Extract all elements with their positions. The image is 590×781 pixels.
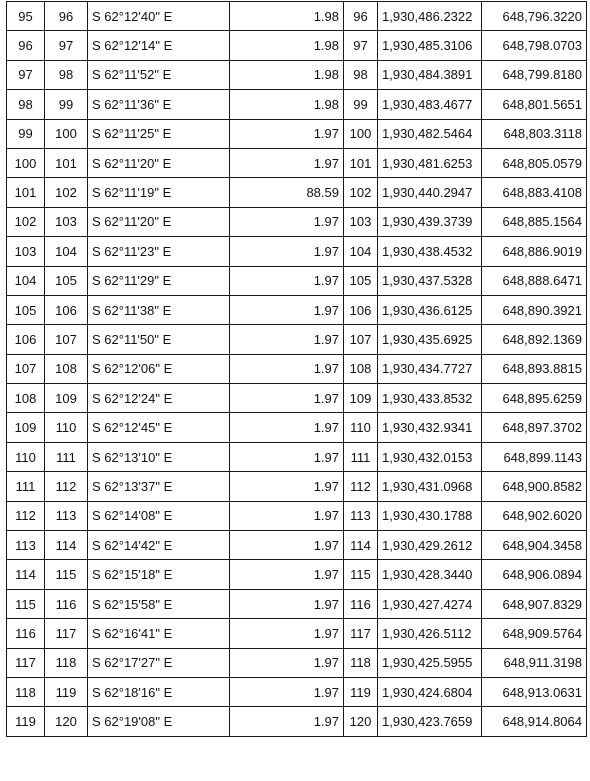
northing-cell: 1,930,439.3739 bbox=[378, 207, 482, 236]
easting-cell: 648,906.0894 bbox=[482, 560, 587, 589]
table-row bbox=[7, 531, 587, 560]
table-body bbox=[7, 2, 587, 737]
distance-cell: 1.98 bbox=[230, 31, 344, 60]
distance-cell: 1.97 bbox=[230, 119, 344, 148]
bearing-cell: S 62°11'38" E bbox=[88, 295, 230, 324]
survey-coordinates-table bbox=[6, 1, 587, 737]
to-station-cell: 98 bbox=[45, 60, 88, 89]
from-station-cell: 112 bbox=[7, 501, 45, 530]
bearing-cell: S 62°11'52" E bbox=[88, 60, 230, 89]
point-station-cell: 118 bbox=[344, 648, 378, 677]
point-station-cell: 96 bbox=[344, 2, 378, 31]
distance-cell: 1.97 bbox=[230, 560, 344, 589]
northing-cell: 1,930,426.5112 bbox=[378, 619, 482, 648]
northing-cell: 1,930,424.6804 bbox=[378, 677, 482, 706]
bearing-cell: S 62°12'45" E bbox=[88, 413, 230, 442]
from-station-cell: 113 bbox=[7, 531, 45, 560]
table-row bbox=[7, 560, 587, 589]
easting-cell: 648,911.3198 bbox=[482, 648, 587, 677]
from-station-cell: 96 bbox=[7, 31, 45, 60]
bearing-cell: S 62°11'50" E bbox=[88, 325, 230, 354]
point-station-cell: 111 bbox=[344, 442, 378, 471]
bearing-cell: S 62°14'08" E bbox=[88, 501, 230, 530]
easting-cell: 648,909.5764 bbox=[482, 619, 587, 648]
point-station-cell: 97 bbox=[344, 31, 378, 60]
point-station-cell: 116 bbox=[344, 589, 378, 618]
to-station-cell: 118 bbox=[45, 648, 88, 677]
bearing-cell: S 62°11'23" E bbox=[88, 237, 230, 266]
table-row bbox=[7, 648, 587, 677]
to-station-cell: 119 bbox=[45, 677, 88, 706]
easting-cell: 648,888.6471 bbox=[482, 266, 587, 295]
table-row bbox=[7, 501, 587, 530]
bearing-cell: S 62°11'29" E bbox=[88, 266, 230, 295]
point-station-cell: 119 bbox=[344, 677, 378, 706]
from-station-cell: 102 bbox=[7, 207, 45, 236]
bearing-cell: S 62°14'42" E bbox=[88, 531, 230, 560]
table-row bbox=[7, 325, 587, 354]
northing-cell: 1,930,432.9341 bbox=[378, 413, 482, 442]
to-station-cell: 116 bbox=[45, 589, 88, 618]
point-station-cell: 102 bbox=[344, 178, 378, 207]
distance-cell: 1.97 bbox=[230, 354, 344, 383]
from-station-cell: 99 bbox=[7, 119, 45, 148]
point-station-cell: 108 bbox=[344, 354, 378, 383]
distance-cell: 1.97 bbox=[230, 413, 344, 442]
northing-cell: 1,930,431.0968 bbox=[378, 472, 482, 501]
to-station-cell: 120 bbox=[45, 707, 88, 736]
from-station-cell: 118 bbox=[7, 677, 45, 706]
bearing-cell: S 62°15'18" E bbox=[88, 560, 230, 589]
bearing-cell: S 62°18'16" E bbox=[88, 677, 230, 706]
point-station-cell: 107 bbox=[344, 325, 378, 354]
to-station-cell: 103 bbox=[45, 207, 88, 236]
bearing-cell: S 62°11'36" E bbox=[88, 90, 230, 119]
distance-cell: 1.97 bbox=[230, 325, 344, 354]
northing-cell: 1,930,482.5464 bbox=[378, 119, 482, 148]
easting-cell: 648,902.6020 bbox=[482, 501, 587, 530]
table-row bbox=[7, 119, 587, 148]
to-station-cell: 105 bbox=[45, 266, 88, 295]
point-station-cell: 114 bbox=[344, 531, 378, 560]
point-station-cell: 98 bbox=[344, 60, 378, 89]
easting-cell: 648,883.4108 bbox=[482, 178, 587, 207]
distance-cell: 1.98 bbox=[230, 2, 344, 31]
table-row bbox=[7, 472, 587, 501]
table-row bbox=[7, 677, 587, 706]
easting-cell: 648,907.8329 bbox=[482, 589, 587, 618]
easting-cell: 648,801.5651 bbox=[482, 90, 587, 119]
from-station-cell: 107 bbox=[7, 354, 45, 383]
bearing-cell: S 62°13'37" E bbox=[88, 472, 230, 501]
table-row bbox=[7, 589, 587, 618]
easting-cell: 648,890.3921 bbox=[482, 295, 587, 324]
point-station-cell: 120 bbox=[344, 707, 378, 736]
from-station-cell: 115 bbox=[7, 589, 45, 618]
northing-cell: 1,930,425.5955 bbox=[378, 648, 482, 677]
northing-cell: 1,930,429.2612 bbox=[378, 531, 482, 560]
table-row bbox=[7, 90, 587, 119]
easting-cell: 648,893.8815 bbox=[482, 354, 587, 383]
table-row bbox=[7, 60, 587, 89]
easting-cell: 648,899.1143 bbox=[482, 442, 587, 471]
table-row bbox=[7, 354, 587, 383]
northing-cell: 1,930,484.3891 bbox=[378, 60, 482, 89]
distance-cell: 1.97 bbox=[230, 295, 344, 324]
point-station-cell: 103 bbox=[344, 207, 378, 236]
table-row bbox=[7, 148, 587, 177]
from-station-cell: 114 bbox=[7, 560, 45, 589]
from-station-cell: 98 bbox=[7, 90, 45, 119]
from-station-cell: 119 bbox=[7, 707, 45, 736]
easting-cell: 648,799.8180 bbox=[482, 60, 587, 89]
from-station-cell: 117 bbox=[7, 648, 45, 677]
distance-cell: 88.59 bbox=[230, 178, 344, 207]
point-station-cell: 100 bbox=[344, 119, 378, 148]
to-station-cell: 104 bbox=[45, 237, 88, 266]
easting-cell: 648,900.8582 bbox=[482, 472, 587, 501]
table-row bbox=[7, 295, 587, 324]
point-station-cell: 110 bbox=[344, 413, 378, 442]
easting-cell: 648,904.3458 bbox=[482, 531, 587, 560]
table-row bbox=[7, 237, 587, 266]
to-station-cell: 99 bbox=[45, 90, 88, 119]
northing-cell: 1,930,437.5328 bbox=[378, 266, 482, 295]
northing-cell: 1,930,423.7659 bbox=[378, 707, 482, 736]
from-station-cell: 109 bbox=[7, 413, 45, 442]
easting-cell: 648,796.3220 bbox=[482, 2, 587, 31]
table-row bbox=[7, 31, 587, 60]
table-row bbox=[7, 384, 587, 413]
to-station-cell: 109 bbox=[45, 384, 88, 413]
to-station-cell: 113 bbox=[45, 501, 88, 530]
to-station-cell: 115 bbox=[45, 560, 88, 589]
to-station-cell: 117 bbox=[45, 619, 88, 648]
northing-cell: 1,930,481.6253 bbox=[378, 148, 482, 177]
point-station-cell: 112 bbox=[344, 472, 378, 501]
easting-cell: 648,897.3702 bbox=[482, 413, 587, 442]
to-station-cell: 102 bbox=[45, 178, 88, 207]
easting-cell: 648,913.0631 bbox=[482, 677, 587, 706]
distance-cell: 1.98 bbox=[230, 90, 344, 119]
easting-cell: 648,798.0703 bbox=[482, 31, 587, 60]
easting-cell: 648,885.1564 bbox=[482, 207, 587, 236]
to-station-cell: 114 bbox=[45, 531, 88, 560]
to-station-cell: 97 bbox=[45, 31, 88, 60]
point-station-cell: 101 bbox=[344, 148, 378, 177]
table-row bbox=[7, 266, 587, 295]
from-station-cell: 97 bbox=[7, 60, 45, 89]
northing-cell: 1,930,483.4677 bbox=[378, 90, 482, 119]
from-station-cell: 108 bbox=[7, 384, 45, 413]
bearing-cell: S 62°15'58" E bbox=[88, 589, 230, 618]
to-station-cell: 107 bbox=[45, 325, 88, 354]
northing-cell: 1,930,438.4532 bbox=[378, 237, 482, 266]
bearing-cell: S 62°12'40" E bbox=[88, 2, 230, 31]
point-station-cell: 105 bbox=[344, 266, 378, 295]
from-station-cell: 110 bbox=[7, 442, 45, 471]
distance-cell: 1.97 bbox=[230, 442, 344, 471]
to-station-cell: 101 bbox=[45, 148, 88, 177]
table-row bbox=[7, 207, 587, 236]
northing-cell: 1,930,486.2322 bbox=[378, 2, 482, 31]
distance-cell: 1.97 bbox=[230, 501, 344, 530]
distance-cell: 1.97 bbox=[230, 707, 344, 736]
distance-cell: 1.97 bbox=[230, 648, 344, 677]
from-station-cell: 106 bbox=[7, 325, 45, 354]
from-station-cell: 116 bbox=[7, 619, 45, 648]
distance-cell: 1.97 bbox=[230, 266, 344, 295]
table-row bbox=[7, 413, 587, 442]
point-station-cell: 109 bbox=[344, 384, 378, 413]
distance-cell: 1.97 bbox=[230, 148, 344, 177]
northing-cell: 1,930,436.6125 bbox=[378, 295, 482, 324]
northing-cell: 1,930,430.1788 bbox=[378, 501, 482, 530]
distance-cell: 1.98 bbox=[230, 60, 344, 89]
bearing-cell: S 62°13'10" E bbox=[88, 442, 230, 471]
distance-cell: 1.97 bbox=[230, 677, 344, 706]
bearing-cell: S 62°12'14" E bbox=[88, 31, 230, 60]
table-row bbox=[7, 707, 587, 736]
from-station-cell: 105 bbox=[7, 295, 45, 324]
from-station-cell: 100 bbox=[7, 148, 45, 177]
from-station-cell: 104 bbox=[7, 266, 45, 295]
easting-cell: 648,803.3118 bbox=[482, 119, 587, 148]
from-station-cell: 101 bbox=[7, 178, 45, 207]
northing-cell: 1,930,435.6925 bbox=[378, 325, 482, 354]
to-station-cell: 112 bbox=[45, 472, 88, 501]
easting-cell: 648,895.6259 bbox=[482, 384, 587, 413]
northing-cell: 1,930,434.7727 bbox=[378, 354, 482, 383]
easting-cell: 648,914.8064 bbox=[482, 707, 587, 736]
to-station-cell: 108 bbox=[45, 354, 88, 383]
table-row bbox=[7, 2, 587, 31]
distance-cell: 1.97 bbox=[230, 531, 344, 560]
bearing-cell: S 62°11'20" E bbox=[88, 207, 230, 236]
easting-cell: 648,892.1369 bbox=[482, 325, 587, 354]
distance-cell: 1.97 bbox=[230, 472, 344, 501]
bearing-cell: S 62°17'27" E bbox=[88, 648, 230, 677]
from-station-cell: 95 bbox=[7, 2, 45, 31]
from-station-cell: 111 bbox=[7, 472, 45, 501]
northing-cell: 1,930,440.2947 bbox=[378, 178, 482, 207]
easting-cell: 648,886.9019 bbox=[482, 237, 587, 266]
northing-cell: 1,930,427.4274 bbox=[378, 589, 482, 618]
to-station-cell: 96 bbox=[45, 2, 88, 31]
point-station-cell: 117 bbox=[344, 619, 378, 648]
northing-cell: 1,930,428.3440 bbox=[378, 560, 482, 589]
distance-cell: 1.97 bbox=[230, 619, 344, 648]
distance-cell: 1.97 bbox=[230, 589, 344, 618]
distance-cell: 1.97 bbox=[230, 207, 344, 236]
bearing-cell: S 62°16'41" E bbox=[88, 619, 230, 648]
from-station-cell: 103 bbox=[7, 237, 45, 266]
distance-cell: 1.97 bbox=[230, 237, 344, 266]
bearing-cell: S 62°11'20" E bbox=[88, 148, 230, 177]
table-row bbox=[7, 178, 587, 207]
point-station-cell: 99 bbox=[344, 90, 378, 119]
northing-cell: 1,930,432.0153 bbox=[378, 442, 482, 471]
northing-cell: 1,930,485.3106 bbox=[378, 31, 482, 60]
table-row bbox=[7, 442, 587, 471]
distance-cell: 1.97 bbox=[230, 384, 344, 413]
to-station-cell: 110 bbox=[45, 413, 88, 442]
bearing-cell: S 62°19'08" E bbox=[88, 707, 230, 736]
bearing-cell: S 62°12'06" E bbox=[88, 354, 230, 383]
point-station-cell: 115 bbox=[344, 560, 378, 589]
point-station-cell: 106 bbox=[344, 295, 378, 324]
bearing-cell: S 62°11'25" E bbox=[88, 119, 230, 148]
table-row bbox=[7, 619, 587, 648]
point-station-cell: 113 bbox=[344, 501, 378, 530]
to-station-cell: 111 bbox=[45, 442, 88, 471]
bearing-cell: S 62°11'19" E bbox=[88, 178, 230, 207]
northing-cell: 1,930,433.8532 bbox=[378, 384, 482, 413]
to-station-cell: 100 bbox=[45, 119, 88, 148]
bearing-cell: S 62°12'24" E bbox=[88, 384, 230, 413]
to-station-cell: 106 bbox=[45, 295, 88, 324]
point-station-cell: 104 bbox=[344, 237, 378, 266]
easting-cell: 648,805.0579 bbox=[482, 148, 587, 177]
